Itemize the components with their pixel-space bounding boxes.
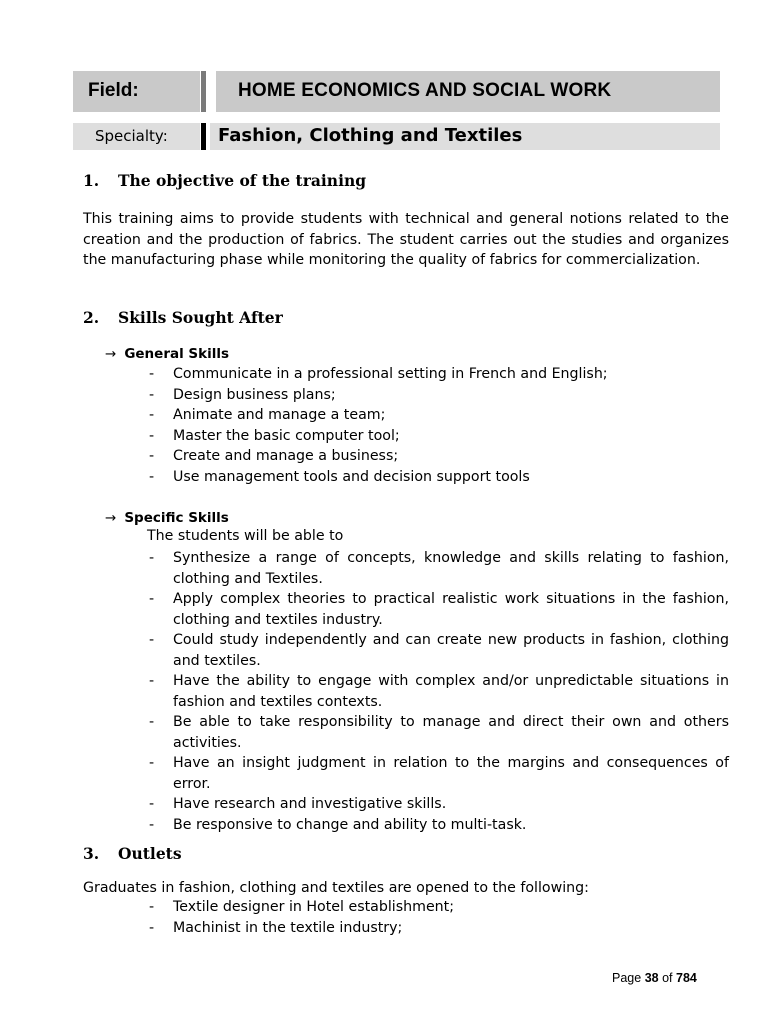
section-number: 3. bbox=[83, 844, 100, 863]
list-item: - Create and manage a business; bbox=[149, 448, 399, 464]
specific-skills-heading bbox=[105, 510, 229, 526]
list-item: - Synthesize a range of concepts, knowledge and skills relating to fashion, clothing and Textiles. bbox=[149, 550, 729, 587]
list-item: - Be able to take responsibility to manage and direct their own and others activities. bbox=[149, 714, 729, 751]
objective-paragraph: This training aims to provide students with technical and general notions related to the creation and the production of fabrics. The student carries out the studies and organizes the manufacturing phase while monitoring the quality of fabrics for commercialization. bbox=[83, 211, 729, 268]
page-word: Page bbox=[612, 971, 642, 985]
specialty-title: Fashion, Clothing and Textiles bbox=[218, 125, 523, 146]
section-3-heading bbox=[83, 844, 182, 863]
list-item: - Have research and investigative skills. bbox=[149, 796, 447, 812]
section-number: 2. bbox=[83, 308, 100, 327]
of-word: of bbox=[662, 971, 673, 985]
arrow-icon: → bbox=[105, 346, 117, 362]
list-item: - Communicate in a professional setting in French and English; bbox=[149, 366, 608, 382]
field-gap bbox=[206, 71, 211, 112]
specialty-label: Specialty: bbox=[95, 127, 168, 145]
specific-skills-intro: The students will be able to bbox=[147, 528, 344, 544]
specialty-separator bbox=[201, 123, 206, 150]
page-number: 38 bbox=[644, 971, 659, 985]
list-item: - Design business plans; bbox=[149, 386, 336, 403]
list-item: - Textile designer in Hotel establishment; bbox=[149, 899, 455, 915]
list-item: - Have the ability to engage with complex and/or unpredictable situations in fashion and textiles contexts. bbox=[149, 673, 729, 710]
section-title: Outlets bbox=[118, 844, 182, 863]
list-item: - Have an insight judgment in relation to the margins and consequences of error. bbox=[149, 755, 729, 792]
list-item: - Machinist in the textile industry; bbox=[149, 919, 403, 936]
section-title: The objective of the training bbox=[118, 171, 367, 190]
outlets-intro: Graduates in fashion, clothing and textiles are opened to the following: bbox=[83, 880, 589, 896]
specific-skills-list bbox=[147, 548, 729, 835]
subheading-label: General Skills bbox=[124, 346, 230, 362]
section-2-heading bbox=[83, 308, 283, 327]
outlets-list bbox=[147, 897, 729, 938]
list-item: - Use management tools and decision support tools bbox=[149, 468, 530, 485]
field-label: Field: bbox=[88, 80, 139, 101]
section-1-heading bbox=[83, 171, 366, 190]
list-item: - Be responsive to change and ability to multi-task. bbox=[149, 816, 527, 833]
list-item: - Master the basic computer tool; bbox=[149, 427, 400, 444]
field-title: HOME ECONOMICS AND SOCIAL WORK bbox=[238, 80, 612, 101]
list-item: - Animate and manage a team; bbox=[149, 407, 386, 423]
list-item: - Apply complex theories to practical realistic work situations in the fashion, clothing and textiles industry. bbox=[149, 591, 729, 628]
arrow-icon: → bbox=[105, 510, 117, 526]
general-skills-list bbox=[147, 364, 729, 487]
total-pages: 784 bbox=[676, 971, 697, 985]
page-footer bbox=[612, 971, 697, 985]
general-skills-heading bbox=[105, 346, 229, 362]
section-title: Skills Sought After bbox=[118, 308, 283, 327]
section-number: 1. bbox=[83, 171, 100, 190]
list-item: - Could study independently and can create new products in fashion, clothing and textiles. bbox=[149, 632, 729, 669]
subheading-label: Specific Skills bbox=[124, 510, 229, 526]
